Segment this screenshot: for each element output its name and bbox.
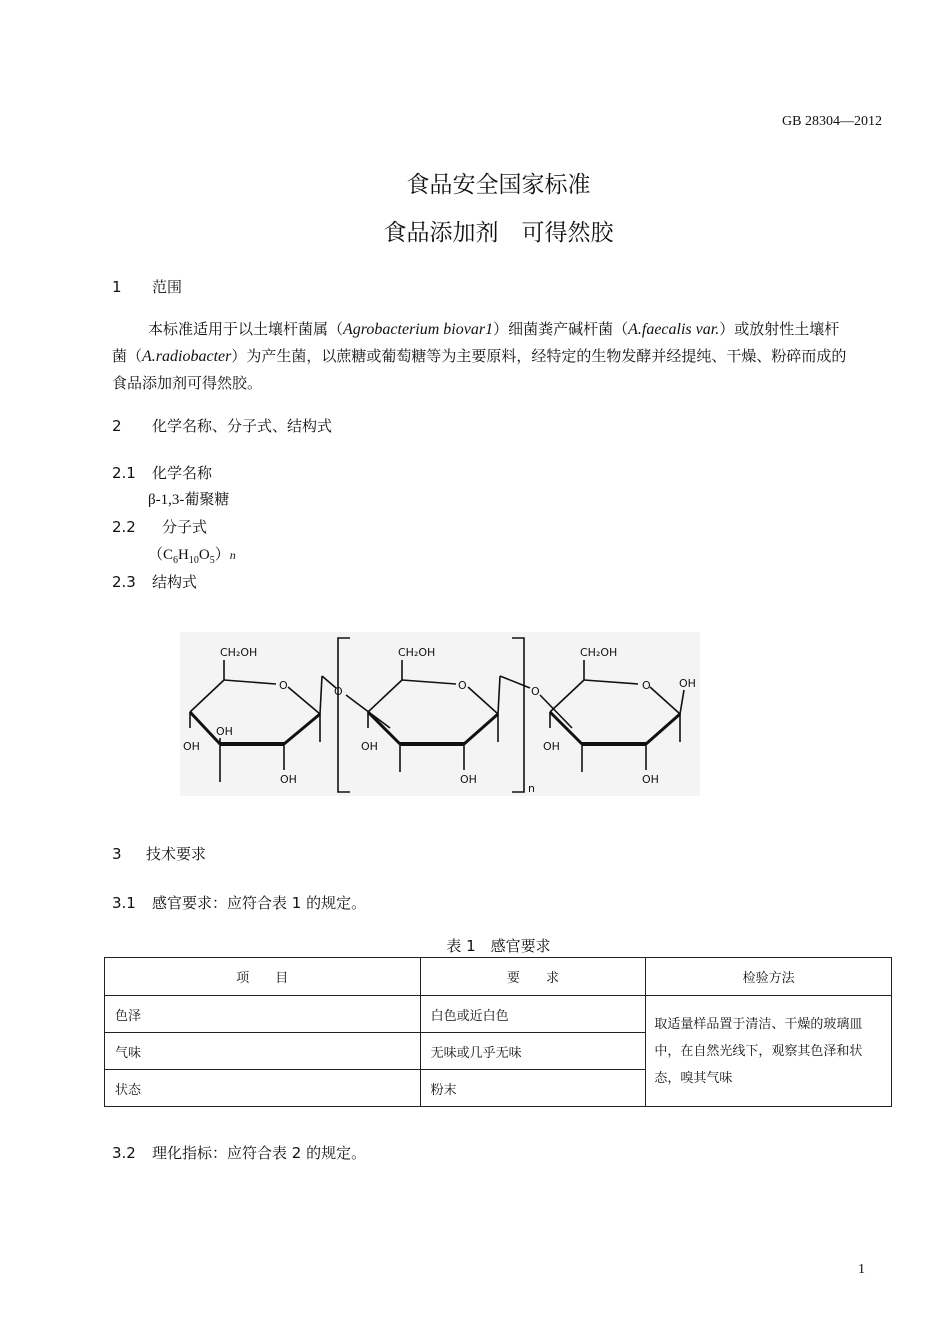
section-number: 2.2 bbox=[112, 518, 136, 536]
section-number: 3.1 bbox=[112, 894, 136, 912]
ch2oh-label: CH₂OH bbox=[398, 646, 436, 659]
section-1-heading bbox=[112, 276, 182, 297]
glycosidic-oxygen-label: O bbox=[334, 685, 343, 698]
section-2-2-heading bbox=[112, 516, 207, 537]
item-cell: 气味 bbox=[105, 1033, 421, 1070]
chemical-name: β-1,3-葡聚糖 bbox=[148, 492, 230, 508]
sensory-requirements-table bbox=[104, 957, 892, 1107]
section-title: 感官要求：应符合表 1 的规定。 bbox=[152, 894, 367, 912]
oh-label: OH bbox=[679, 677, 696, 690]
structural-formula-svg bbox=[180, 632, 700, 796]
page-number: 1 bbox=[858, 1262, 865, 1277]
ring-oxygen-label: O bbox=[458, 679, 467, 692]
column-header: 要 求 bbox=[420, 958, 646, 996]
section-number: 2.1 bbox=[112, 464, 136, 482]
section-number: 2 bbox=[112, 417, 122, 435]
oh-label: OH bbox=[361, 740, 378, 753]
section-title: 技术要求 bbox=[146, 845, 207, 863]
section-title: 化学名称、分子式、结构式 bbox=[152, 417, 333, 435]
section-2-1-heading bbox=[112, 462, 212, 483]
glycosidic-oxygen-label: O bbox=[531, 685, 540, 698]
standard-code: GB 28304—2012 bbox=[782, 114, 882, 129]
oh-label: OH bbox=[216, 725, 233, 738]
oh-label: OH bbox=[642, 773, 659, 786]
section-number: 3.2 bbox=[112, 1144, 136, 1162]
section-2-3-heading bbox=[112, 571, 197, 592]
molecular-formula: $(C_6H_{10}O_5)n$ bbox=[148, 547, 236, 566]
section-number: 2.3 bbox=[112, 573, 136, 591]
oh-label: OH bbox=[280, 773, 297, 786]
section-title: 结构式 bbox=[152, 573, 198, 591]
section-3-2-heading bbox=[112, 1142, 366, 1163]
table-1-caption: 表 1 感官要求 bbox=[446, 937, 551, 955]
ch2oh-label: CH₂OH bbox=[580, 646, 618, 659]
section-title: 理化指标：应符合表 2 的规定。 bbox=[152, 1144, 367, 1162]
table-row bbox=[105, 996, 892, 1033]
oh-label: OH bbox=[460, 773, 477, 786]
document-title: 食品安全国家标准 bbox=[406, 172, 591, 198]
section-title: 分子式 bbox=[162, 518, 208, 536]
ring-oxygen-label: O bbox=[279, 679, 288, 692]
method-cell: 取适量样品置于清洁、干燥的玻璃皿中，在自然光线下，观察其色泽和状态，嗅其气味 bbox=[646, 996, 892, 1107]
ring-oxygen-label: O bbox=[642, 679, 651, 692]
section-2-heading bbox=[112, 415, 332, 436]
item-cell: 状态 bbox=[105, 1070, 421, 1107]
section-number: 3 bbox=[112, 845, 122, 863]
document-subtitle: 食品添加剂 可得然胶 bbox=[383, 220, 614, 246]
structural-formula-figure bbox=[180, 632, 700, 796]
scope-paragraph: 本标准适用于以土壤杆菌属（Agrobacterium biovar1）细菌粪产碱杆菌（A.faecalis var.）或放射性土壤杆菌（A.radiobacter）为产生菌，以蔗糖或葡萄糖等为主要原料，经特定的生物发酵并经提纯、干燥、粉碎而成的食品添加剂可得然胶。 bbox=[112, 320, 847, 392]
item-cell: 色泽 bbox=[105, 996, 421, 1033]
repeat-n-label: n bbox=[528, 782, 535, 795]
section-title: 范围 bbox=[152, 278, 183, 296]
requirement-cell: 粉末 bbox=[420, 1070, 646, 1107]
section-number: 1 bbox=[112, 278, 122, 296]
requirement-cell: 白色或近白色 bbox=[420, 996, 646, 1033]
requirement-cell: 无味或几乎无味 bbox=[420, 1033, 646, 1070]
section-title: 化学名称 bbox=[152, 464, 213, 482]
section-3-1-heading bbox=[112, 892, 366, 913]
table-header-row bbox=[105, 958, 892, 996]
ch2oh-label: CH₂OH bbox=[220, 646, 258, 659]
section-3-heading bbox=[112, 843, 206, 864]
column-header: 检验方法 bbox=[646, 958, 892, 996]
oh-label: OH bbox=[183, 740, 200, 753]
oh-label: OH bbox=[543, 740, 560, 753]
column-header: 项 目 bbox=[105, 958, 421, 996]
